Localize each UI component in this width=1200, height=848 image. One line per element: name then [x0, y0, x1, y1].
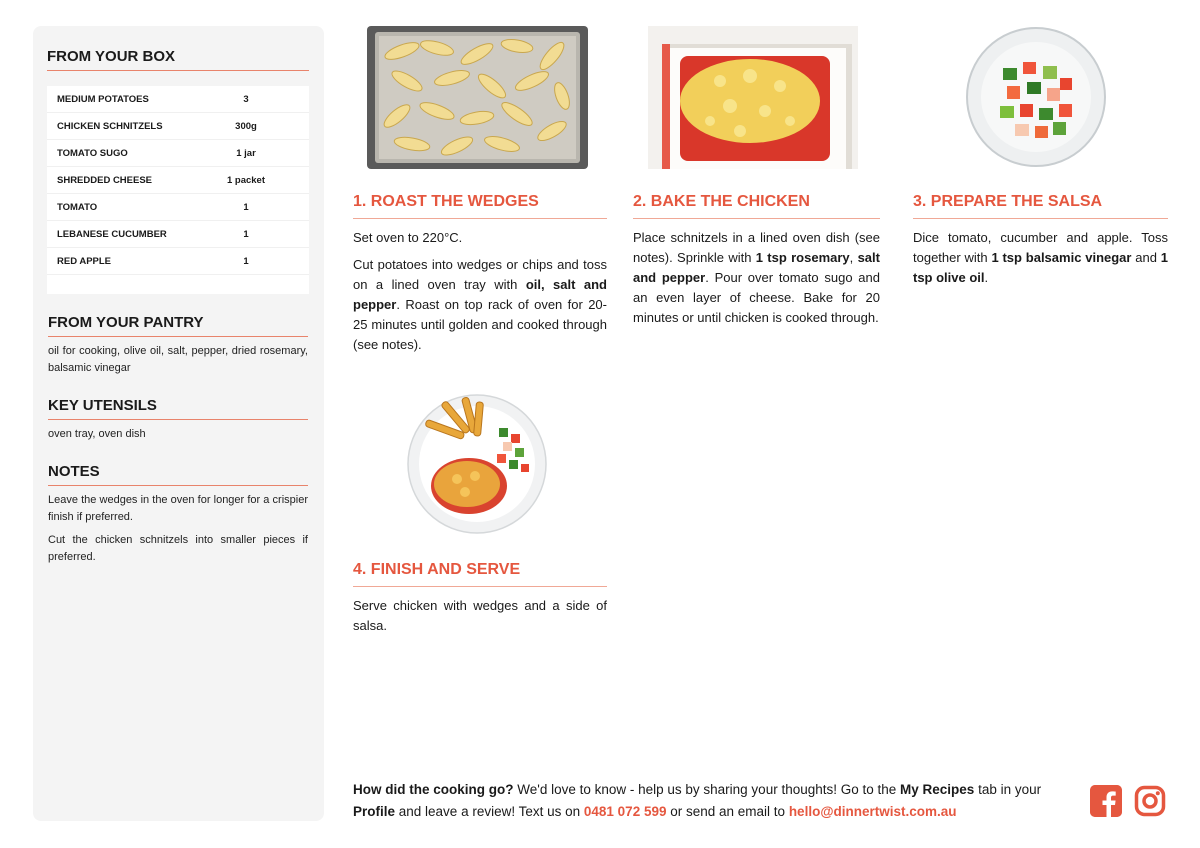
notes-section — [48, 463, 308, 566]
profile-label: Profile — [353, 804, 396, 819]
note-item: Cut the chicken schnitzels into smaller pieces if preferred. — [48, 534, 308, 563]
step-text: Cut potatoes into wedges or chips and toss on a lined oven tray with — [353, 257, 607, 292]
step-3-body — [913, 228, 1168, 295]
utensils-text: oven tray, oven dish — [48, 428, 146, 440]
step-text: . Roast on top rack of oven for 20-25 minutes until golden and cooked through (see notes). — [353, 297, 607, 352]
phone-link[interactable]: 0481 072 599 — [583, 804, 667, 819]
my-recipes-label: My Recipes — [900, 782, 975, 797]
ingredient-name: LEBANESE CUCUMBER — [57, 228, 167, 240]
step-emphasis: oil, salt and pepper — [353, 277, 607, 312]
ingredient-row — [47, 86, 309, 113]
step-1-text — [353, 255, 607, 355]
roast-wedges-image — [367, 26, 588, 169]
ingredient-row — [47, 248, 309, 275]
email-link[interactable]: hello@dinnertwist.com.au — [788, 804, 957, 819]
step-3-title: 3. PREPARE THE SALSA — [913, 193, 1168, 219]
notes-title: NOTES — [48, 463, 308, 486]
ingredients-table — [47, 86, 309, 294]
ingredient-qty: 1 jar — [236, 147, 256, 159]
step-1-title: 1. ROAST THE WEDGES — [353, 193, 607, 219]
step-2-title: 2. BAKE THE CHICKEN — [633, 193, 880, 219]
note-item: Leave the wedges in the oven for longer for a crispier finish if preferred. — [48, 494, 308, 523]
salsa-bowl-image — [965, 26, 1107, 168]
utensils-section — [48, 397, 308, 443]
ingredient-row — [47, 221, 309, 248]
ingredient-row — [47, 113, 309, 140]
step-4-body — [353, 596, 607, 643]
step-emphasis: 1 tsp olive oil — [913, 250, 1169, 285]
ingredient-qty: 1 — [243, 228, 249, 240]
step-emphasis: 1 tsp balsamic vinegar — [991, 250, 1132, 265]
ingredient-row — [47, 140, 309, 167]
step-1-text: Set oven to 220°C. — [353, 230, 463, 245]
ingredient-name: SHREDDED CHEESE — [57, 174, 153, 186]
footer-text: or send an email to — [666, 804, 789, 819]
step-emphasis: 1 tsp rosemary — [755, 250, 850, 265]
utensils-title: KEY UTENSILS — [48, 397, 308, 420]
ingredient-qty: 1 — [243, 201, 249, 213]
step-emphasis: salt and pepper — [633, 250, 880, 285]
ingredient-name: TOMATO SUGO — [57, 147, 128, 159]
pantry-title: FROM YOUR PANTRY — [48, 314, 308, 337]
from-your-box-title: FROM YOUR BOX — [47, 48, 309, 71]
step-text: . — [984, 270, 989, 285]
footer-text: We'd love to know - help us by sharing your thoughts! Go to the — [513, 782, 901, 797]
feedback-question: How did the cooking go? — [353, 782, 514, 797]
step-2-body — [633, 228, 880, 335]
finish-serve-image — [407, 394, 547, 534]
ingredient-name: CHICKEN SCHNITZELS — [57, 120, 163, 132]
ingredients-sidebar — [33, 26, 324, 821]
ingredient-row — [47, 194, 309, 221]
ingredient-name: MEDIUM POTATOES — [57, 93, 149, 105]
facebook-icon[interactable] — [1090, 785, 1122, 817]
step-text: , — [849, 250, 858, 265]
footer-text: and leave a review! Text us on — [395, 804, 584, 819]
bake-chicken-image — [640, 26, 865, 169]
step-1-body — [353, 228, 607, 362]
ingredient-qty: 3 — [243, 93, 249, 105]
ingredient-name: TOMATO — [57, 201, 98, 213]
ingredient-qty: 300g — [235, 120, 257, 132]
feedback-footer — [353, 779, 1073, 823]
pantry-section — [48, 314, 308, 377]
footer-text: tab in your — [974, 782, 1042, 797]
step-text: and — [1131, 250, 1161, 265]
step-text: Dice tomato, cucumber and apple. Toss together with — [913, 230, 1168, 265]
ingredient-qty: 1 — [243, 255, 249, 267]
ingredient-qty: 1 packet — [226, 174, 266, 186]
ingredient-name: RED APPLE — [57, 255, 112, 267]
step-text: Place schnitzels in a lined oven dish (see notes). Sprinkle with — [633, 230, 880, 265]
ingredient-row — [47, 167, 309, 194]
instagram-icon[interactable] — [1134, 785, 1166, 817]
pantry-text: oil for cooking, olive oil, salt, pepper, dried rosemary, balsamic vinegar — [48, 345, 308, 374]
step-4-text: Serve chicken with wedges and a side of salsa. — [353, 598, 607, 633]
step-4-title: 4. FINISH AND SERVE — [353, 561, 607, 587]
step-text: . Pour over tomato sugo and an even layer of cheese. Bake for 20 minutes or until chicken is cooked through. — [633, 270, 880, 325]
